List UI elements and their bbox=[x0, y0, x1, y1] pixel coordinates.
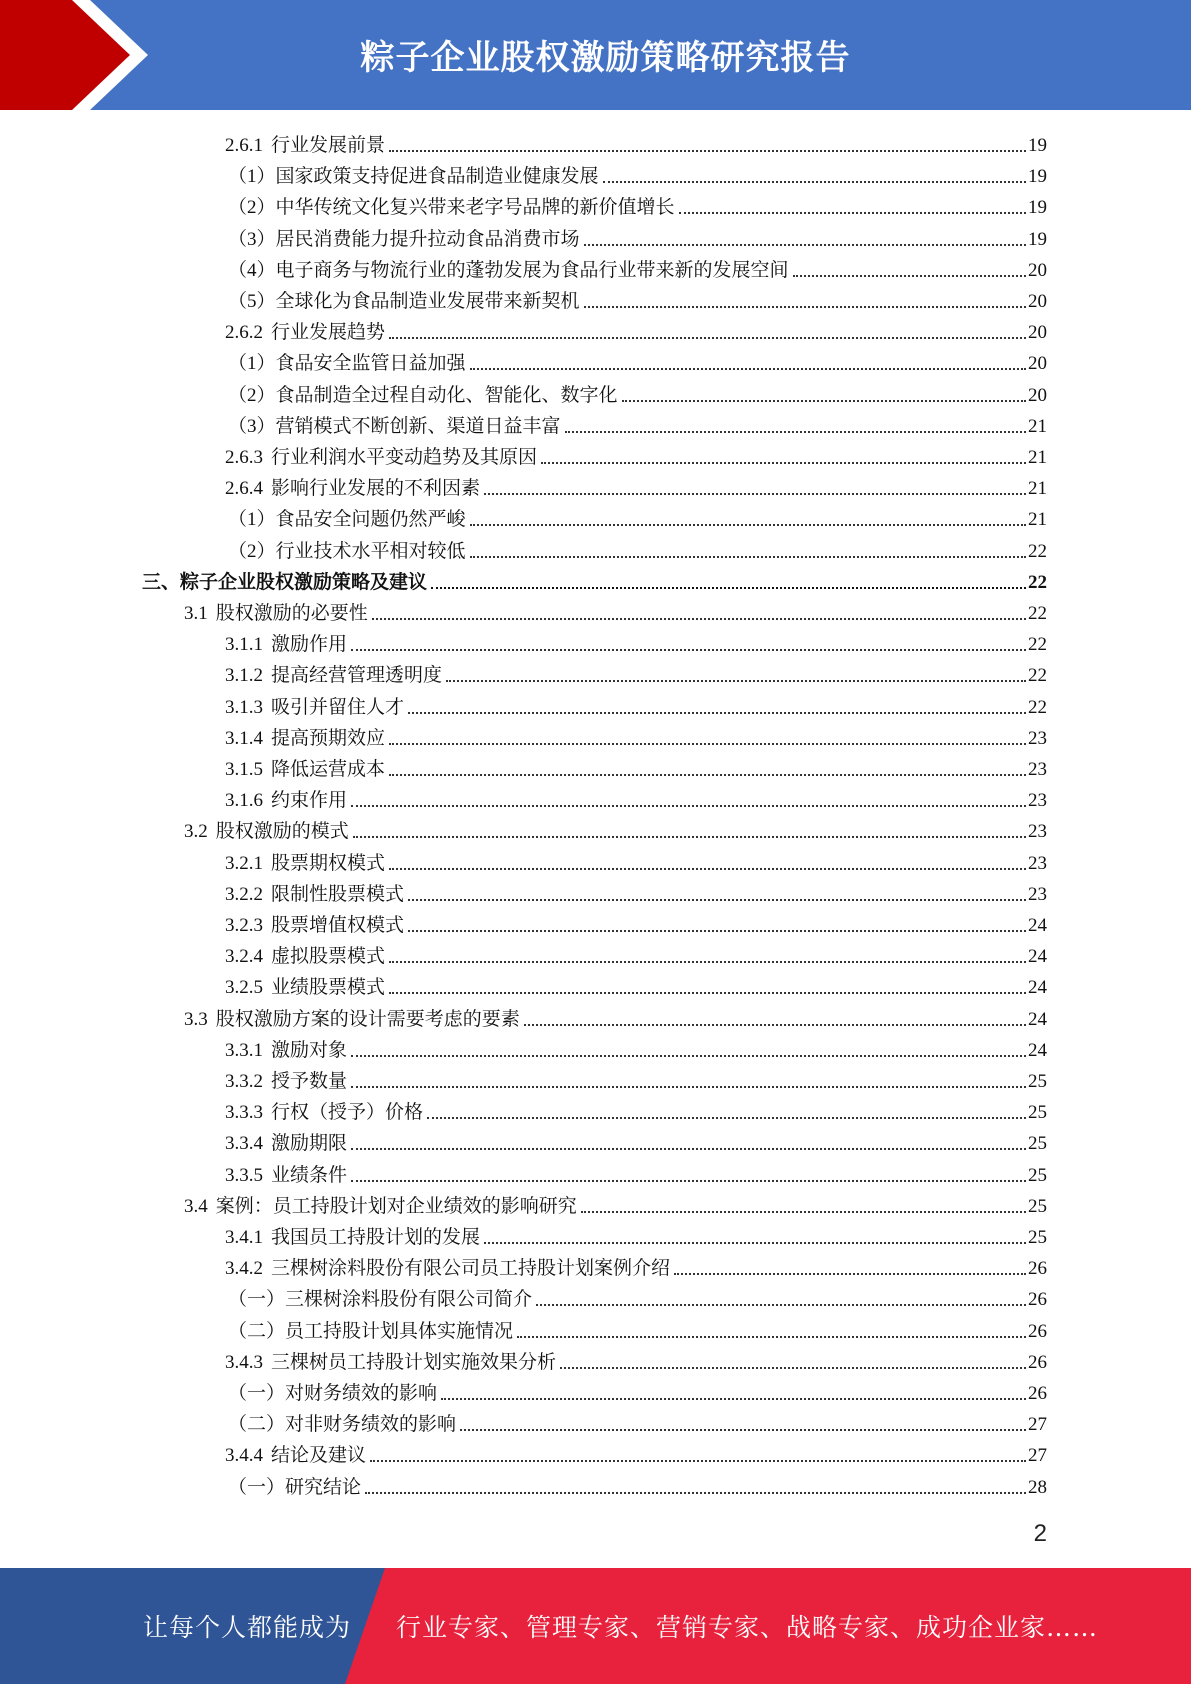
toc-entry-number: （1） bbox=[228, 353, 276, 375]
toc-entry-number: （1） bbox=[228, 509, 276, 531]
toc-entry-title: 吸引并留住人才 bbox=[271, 696, 405, 718]
toc-entry-page: 25 bbox=[1028, 1227, 1047, 1248]
toc-entry-number: 3.3.1 bbox=[225, 1039, 263, 1061]
toc-entry[interactable] bbox=[228, 501, 1047, 532]
toc-entry-number: 3.4.4 bbox=[225, 1445, 263, 1467]
toc-entry[interactable] bbox=[225, 626, 1047, 657]
toc-dot-leader bbox=[541, 462, 1026, 464]
toc-entry[interactable] bbox=[228, 189, 1047, 220]
toc-entry-number: 3.2.3 bbox=[225, 915, 263, 936]
toc-entry[interactable] bbox=[225, 1437, 1047, 1468]
toc-entry-label bbox=[184, 602, 368, 626]
toc-entry-number: 3.2.5 bbox=[225, 977, 263, 999]
toc-entry-number: 3.4.2 bbox=[225, 1258, 263, 1280]
toc-entry[interactable] bbox=[225, 1157, 1047, 1188]
toc-entry-title: 行业技术水平相对较低 bbox=[275, 540, 466, 562]
toc-entry-label bbox=[228, 415, 561, 439]
toc-entry-label bbox=[228, 165, 599, 189]
toc-entry-label bbox=[225, 477, 480, 501]
toc-entry[interactable] bbox=[228, 408, 1047, 439]
toc-dot-leader bbox=[389, 150, 1026, 152]
toc-dot-leader bbox=[351, 805, 1026, 807]
toc-dot-leader bbox=[351, 1055, 1026, 1057]
toc-entry-page: 19 bbox=[1028, 135, 1047, 156]
toc-entry-number: 3.1.6 bbox=[225, 790, 263, 812]
toc-entry-title: 股权激励的必要性 bbox=[215, 603, 368, 624]
toc-entry-label bbox=[225, 1132, 347, 1156]
toc-entry-page: 23 bbox=[1028, 759, 1047, 780]
toc-entry-page: 25 bbox=[1028, 1071, 1047, 1092]
footer-slogan-right: 行业专家、管理专家、营销专家、战略专家、成功企业家…… bbox=[396, 1613, 1099, 1642]
toc-entry-label bbox=[225, 1226, 480, 1250]
toc-entry-label bbox=[225, 1444, 366, 1468]
toc-entry-label bbox=[228, 384, 618, 408]
toc-entry-number: （2） bbox=[228, 197, 276, 219]
footer-slogan-left: 让每个人都能成为 bbox=[143, 1613, 352, 1642]
toc-dot-leader bbox=[353, 836, 1026, 838]
toc-dot-leader bbox=[470, 524, 1026, 526]
toc-entry-number: 3.2.4 bbox=[225, 946, 263, 968]
toc-entry[interactable] bbox=[228, 1375, 1047, 1406]
toc-entry-page: 25 bbox=[1028, 1195, 1047, 1217]
toc-entry-number: （3） bbox=[228, 415, 276, 437]
toc-entry-label bbox=[225, 633, 347, 657]
toc-entry-page: 25 bbox=[1028, 1102, 1047, 1124]
toc-entry-title: 降低运营成本 bbox=[271, 759, 386, 780]
toc-entry[interactable] bbox=[225, 720, 1047, 751]
toc-dot-leader bbox=[536, 1304, 1026, 1306]
toc-entry[interactable] bbox=[228, 252, 1047, 283]
toc-entry-label bbox=[225, 883, 404, 907]
toc-entry-title: 三棵树涂料股份有限公司简介 bbox=[285, 1289, 533, 1311]
toc-entry-page: 21 bbox=[1028, 447, 1047, 468]
toc-dot-leader bbox=[408, 899, 1026, 901]
toc-entry-page: 22 bbox=[1028, 603, 1047, 624]
toc-dot-leader bbox=[584, 306, 1026, 308]
toc-entry-label bbox=[225, 852, 385, 876]
toc-entry[interactable] bbox=[225, 969, 1047, 1000]
toc-entry-title: 案例：员工持股计划对企业绩效的影响研究 bbox=[215, 1195, 577, 1217]
toc-entry-title: 食品安全问题仍然严峻 bbox=[275, 509, 466, 531]
toc-dot-leader bbox=[484, 1242, 1026, 1244]
toc-entry-title: 提高经营管理透明度 bbox=[271, 665, 443, 687]
toc-dot-leader bbox=[408, 712, 1026, 714]
toc-entry[interactable] bbox=[225, 439, 1047, 470]
toc-entry-page: 20 bbox=[1028, 259, 1047, 281]
toc-entry-label bbox=[225, 945, 385, 969]
toc-entry[interactable] bbox=[225, 907, 1047, 938]
toc-entry[interactable] bbox=[225, 1250, 1047, 1281]
toc-entry-title: 食品安全监管日益加强 bbox=[275, 353, 466, 375]
toc-entry-number: （二） bbox=[228, 1414, 286, 1436]
toc-entry-title: 业绩股票模式 bbox=[271, 977, 386, 999]
toc-entry-page: 26 bbox=[1028, 1351, 1047, 1373]
toc-entry[interactable] bbox=[225, 127, 1047, 158]
toc-entry-page: 26 bbox=[1028, 1320, 1047, 1342]
toc-entry-label bbox=[225, 914, 404, 938]
toc-entry-page: 24 bbox=[1028, 977, 1047, 999]
toc-dot-leader bbox=[560, 1367, 1026, 1369]
toc-dot-leader bbox=[370, 1460, 1026, 1462]
report-title: 粽子企业股权激励策略研究报告 bbox=[360, 38, 851, 78]
toc-entry-title: 对财务绩效的影响 bbox=[285, 1383, 438, 1404]
toc-dot-leader bbox=[470, 368, 1026, 370]
toc-entry[interactable] bbox=[225, 470, 1047, 501]
toc-entry-page: 25 bbox=[1028, 1164, 1047, 1186]
toc-dot-leader bbox=[351, 1148, 1026, 1150]
toc-entry[interactable] bbox=[228, 345, 1047, 376]
toc-entry-title: 虚拟股票模式 bbox=[271, 946, 386, 968]
toc-entry-title: 授予数量 bbox=[271, 1071, 348, 1092]
toc-entry-number: 3.2 bbox=[184, 821, 208, 843]
toc-dot-leader bbox=[793, 275, 1026, 277]
toc-dot-leader bbox=[524, 1024, 1026, 1026]
toc-dot-leader bbox=[389, 992, 1026, 994]
toc-entry-page: 22 bbox=[1028, 696, 1047, 718]
toc-entry-title: 激励期限 bbox=[271, 1133, 348, 1155]
toc-entry-title: 三棵树员工持股计划实施效果分析 bbox=[271, 1351, 557, 1373]
toc-entry-number: 3.3.2 bbox=[225, 1071, 263, 1092]
toc-entry-number: 3.1.4 bbox=[225, 727, 263, 749]
toc-dot-leader bbox=[484, 493, 1026, 495]
toc-entry[interactable] bbox=[225, 1063, 1047, 1094]
toc-entry-label bbox=[225, 134, 385, 158]
toc-entry-number: 3.3.5 bbox=[225, 1164, 263, 1186]
toc-entry-number: （二） bbox=[228, 1320, 286, 1342]
toc-entry-number: 3.2.2 bbox=[225, 883, 263, 905]
toc-entry[interactable] bbox=[228, 158, 1047, 189]
toc-entry-page: 22 bbox=[1028, 665, 1047, 687]
toc-entry[interactable] bbox=[228, 1469, 1047, 1500]
toc-entry-number: （一） bbox=[228, 1476, 286, 1498]
toc-dot-leader bbox=[517, 1336, 1026, 1338]
toc-entry-title: 食品制造全过程自动化、智能化、数字化 bbox=[275, 384, 618, 406]
toc-dot-leader bbox=[603, 181, 1026, 183]
toc-entry[interactable] bbox=[184, 813, 1047, 844]
toc-entry-number: 2.6.4 bbox=[225, 478, 263, 500]
toc-entry-label bbox=[228, 352, 466, 376]
toc-dot-leader bbox=[622, 400, 1026, 402]
toc-entry-page: 20 bbox=[1028, 384, 1047, 406]
toc-entry-label bbox=[184, 820, 349, 844]
toc-entry[interactable] bbox=[225, 657, 1047, 688]
toc-entry-number: 3.4.3 bbox=[225, 1351, 263, 1373]
toc-entry-title: 粽子企业股权激励策略及建议 bbox=[180, 571, 428, 593]
toc-entry-label bbox=[225, 976, 385, 1000]
toc-entry-label bbox=[225, 727, 385, 751]
toc-entry[interactable] bbox=[228, 1406, 1047, 1437]
toc-entry-title: 股权激励方案的设计需要考虑的要素 bbox=[215, 1008, 520, 1030]
toc-entry-number: 3.1.2 bbox=[225, 665, 263, 687]
toc-entry-page: 21 bbox=[1028, 478, 1047, 500]
toc-entry-title: 约束作用 bbox=[271, 790, 348, 812]
toc-entry-page: 22 bbox=[1028, 540, 1047, 562]
toc-entry-title: 电子商务与物流行业的蓬勃发展为食品行业带来新的发展空间 bbox=[275, 259, 789, 281]
toc-entry-number: 2.6.1 bbox=[225, 135, 263, 156]
toc-dot-leader bbox=[389, 774, 1026, 776]
toc-dot-leader bbox=[679, 212, 1026, 214]
toc-dot-leader bbox=[674, 1273, 1026, 1275]
toc-entry-label bbox=[228, 196, 675, 220]
toc-dot-leader bbox=[351, 649, 1026, 651]
toc-entry[interactable] bbox=[228, 283, 1047, 314]
toc-entry-page: 26 bbox=[1028, 1258, 1047, 1280]
toc-entry-number: 3.2.1 bbox=[225, 852, 263, 874]
toc-entry-label bbox=[228, 1288, 532, 1312]
toc-entry-label bbox=[225, 1101, 423, 1125]
toc-entry-page: 22 bbox=[1028, 634, 1047, 656]
toc-entry-label bbox=[228, 259, 789, 283]
toc-entry-page: 20 bbox=[1028, 322, 1047, 344]
toc-entry-page: 24 bbox=[1028, 1039, 1047, 1061]
toc-entry[interactable] bbox=[225, 689, 1047, 720]
toc-entry-page: 25 bbox=[1028, 1133, 1047, 1155]
toc-entry-page: 21 bbox=[1028, 509, 1047, 531]
toc-entry-label bbox=[225, 1164, 347, 1188]
toc-entry-number: 三、 bbox=[142, 571, 181, 593]
toc-entry-title: 结论及建议 bbox=[271, 1445, 367, 1467]
toc-entry-title: 限制性股票模式 bbox=[271, 883, 405, 905]
toc-dot-leader bbox=[441, 1398, 1026, 1400]
toc-entry-label bbox=[228, 1320, 513, 1344]
toc-entry-page: 24 bbox=[1028, 946, 1047, 968]
toc-dot-leader bbox=[389, 743, 1026, 745]
toc-entry-title: 股票增值权模式 bbox=[271, 915, 405, 936]
toc-entry-title: 提高预期效应 bbox=[271, 727, 386, 749]
toc-dot-leader bbox=[431, 587, 1026, 589]
toc-entry-label bbox=[228, 228, 580, 252]
toc-entry-number: 2.6.3 bbox=[225, 447, 263, 468]
toc-entry-number: （3） bbox=[228, 228, 276, 250]
toc-entry-number: 3.4.1 bbox=[225, 1227, 263, 1248]
toc-entry[interactable] bbox=[142, 564, 1047, 595]
toc-entry-title: 行业发展趋势 bbox=[271, 322, 386, 344]
toc-dot-leader bbox=[460, 1429, 1026, 1431]
toc-entry-label bbox=[228, 290, 580, 314]
toc-entry-page: 23 bbox=[1028, 821, 1047, 843]
toc-entry[interactable] bbox=[184, 595, 1047, 626]
toc-entry-number: 2.6.2 bbox=[225, 322, 263, 344]
toc-entry-label bbox=[228, 1382, 437, 1406]
toc-entry-page: 26 bbox=[1028, 1289, 1047, 1311]
toc-entry-title: 我国员工持股计划的发展 bbox=[271, 1227, 481, 1248]
toc-dot-leader bbox=[389, 961, 1026, 963]
toc-entry-page: 24 bbox=[1028, 1008, 1047, 1030]
toc-entry-title: 对非财务绩效的影响 bbox=[285, 1414, 457, 1436]
toc-entry-title: 行权（授予）价格 bbox=[271, 1102, 424, 1124]
toc-entry-title: 激励作用 bbox=[271, 634, 348, 656]
toc-dot-leader bbox=[365, 1492, 1026, 1494]
toc-entry-page: 21 bbox=[1028, 415, 1047, 437]
toc-entry-number: （2） bbox=[228, 384, 276, 406]
toc-dot-leader bbox=[351, 1086, 1026, 1088]
toc-entry-label bbox=[225, 1039, 347, 1063]
toc-dot-leader bbox=[446, 680, 1026, 682]
page-number: 2 bbox=[1033, 1520, 1047, 1547]
toc-entry-number: 3.4 bbox=[184, 1195, 208, 1217]
toc-entry-page: 27 bbox=[1028, 1445, 1047, 1467]
toc-entry-number: （5） bbox=[228, 291, 276, 312]
toc-entry-title: 国家政策支持促进食品制造业健康发展 bbox=[275, 166, 599, 188]
toc-entry-number: （一） bbox=[228, 1383, 286, 1404]
toc-entry[interactable] bbox=[228, 1281, 1047, 1312]
toc-entry[interactable] bbox=[228, 1313, 1047, 1344]
toc-entry-label bbox=[225, 1351, 556, 1375]
toc-entry-title: 业绩条件 bbox=[271, 1164, 348, 1186]
toc-entry-label bbox=[225, 758, 385, 782]
toc-entry-page: 24 bbox=[1028, 915, 1047, 936]
toc-dot-leader bbox=[565, 431, 1026, 433]
toc-dot-leader bbox=[351, 1180, 1026, 1182]
toc-entry-page: 19 bbox=[1028, 197, 1047, 219]
toc-entry-label bbox=[225, 696, 404, 720]
toc-entry-title: 激励对象 bbox=[271, 1039, 348, 1061]
toc-entry-number: 3.1.5 bbox=[225, 759, 263, 780]
toc-entry[interactable] bbox=[225, 751, 1047, 782]
toc-entry-title: 行业发展前景 bbox=[271, 135, 386, 156]
toc-entry-number: 3.1 bbox=[184, 603, 208, 624]
toc-dot-leader bbox=[470, 556, 1026, 558]
toc-entry-title: 三棵树涂料股份有限公司员工持股计划案例介绍 bbox=[271, 1258, 671, 1280]
toc-entry[interactable] bbox=[225, 1344, 1047, 1375]
toc-entry-label bbox=[184, 1008, 520, 1032]
toc-entry[interactable] bbox=[228, 221, 1047, 252]
toc-entry[interactable] bbox=[225, 876, 1047, 907]
toc-entry-page: 23 bbox=[1028, 883, 1047, 905]
toc-dot-leader bbox=[372, 618, 1026, 620]
toc-entry-number: 3.3.4 bbox=[225, 1133, 263, 1155]
toc-entry-page: 20 bbox=[1028, 353, 1047, 375]
toc-entry-label bbox=[228, 1413, 456, 1437]
toc-entry-label bbox=[225, 321, 385, 345]
toc-entry-title: 全球化为食品制造业发展带来新契机 bbox=[275, 291, 580, 312]
toc-dot-leader bbox=[389, 337, 1026, 339]
toc-entry[interactable] bbox=[225, 845, 1047, 876]
report-footer bbox=[0, 1568, 1191, 1684]
toc-entry[interactable] bbox=[225, 314, 1047, 345]
toc-entry[interactable] bbox=[225, 1125, 1047, 1156]
toc-entry-title: 员工持股计划具体实施情况 bbox=[285, 1320, 514, 1342]
toc-entry[interactable] bbox=[228, 533, 1047, 564]
report-header bbox=[0, 0, 1191, 110]
toc-entry[interactable] bbox=[184, 1188, 1047, 1219]
toc-entry-label bbox=[225, 664, 442, 688]
toc-entry[interactable] bbox=[225, 1219, 1047, 1250]
toc-entry-number: 3.3.3 bbox=[225, 1102, 263, 1124]
toc-entry-number: 3.1.3 bbox=[225, 696, 263, 718]
toc-entry-label bbox=[225, 789, 347, 813]
toc-entry-page: 20 bbox=[1028, 291, 1047, 312]
toc-entry-number: 3.1.1 bbox=[225, 634, 263, 656]
toc-entry-label bbox=[142, 571, 427, 595]
toc-dot-leader bbox=[427, 1117, 1026, 1119]
toc-entry-label bbox=[228, 508, 466, 532]
toc-entry-number: （一） bbox=[228, 1289, 286, 1311]
toc-entry-label bbox=[228, 540, 466, 564]
toc-entry-page: 26 bbox=[1028, 1383, 1047, 1404]
toc-entry[interactable] bbox=[225, 1094, 1047, 1125]
toc-entry[interactable] bbox=[184, 1001, 1047, 1032]
toc-entry-label bbox=[225, 1070, 347, 1094]
toc-entry-title: 研究结论 bbox=[285, 1476, 362, 1498]
toc-entry-label bbox=[184, 1195, 577, 1219]
toc-dot-leader bbox=[581, 1211, 1026, 1213]
toc-entry-label bbox=[228, 1476, 361, 1500]
toc-entry-number: （4） bbox=[228, 259, 276, 281]
toc-entry-label bbox=[225, 446, 537, 470]
toc-entry-page: 19 bbox=[1028, 166, 1047, 188]
toc-entry[interactable] bbox=[225, 782, 1047, 813]
toc-entry-page: 23 bbox=[1028, 852, 1047, 874]
toc-entry-page: 19 bbox=[1028, 228, 1047, 250]
toc-entry[interactable] bbox=[228, 377, 1047, 408]
toc-entry-page: 23 bbox=[1028, 727, 1047, 749]
toc-dot-leader bbox=[408, 930, 1026, 932]
toc-entry-page: 27 bbox=[1028, 1414, 1047, 1436]
toc-entry-number: （1） bbox=[228, 166, 276, 188]
toc-entry-label bbox=[225, 1257, 670, 1281]
toc-entry-title: 中华传统文化复兴带来老字号品牌的新价值增长 bbox=[275, 197, 675, 219]
toc-dot-leader bbox=[389, 868, 1026, 870]
toc-entry-title: 股权激励的模式 bbox=[215, 821, 349, 843]
toc-entry-title: 居民消费能力提升拉动食品消费市场 bbox=[275, 228, 580, 250]
toc-entry-title: 股票期权模式 bbox=[271, 852, 386, 874]
toc-entry-page: 28 bbox=[1028, 1476, 1047, 1498]
toc-entry-number: （2） bbox=[228, 540, 276, 562]
toc-entry[interactable] bbox=[225, 1032, 1047, 1063]
toc-entry-page: 22 bbox=[1028, 571, 1047, 593]
toc-entry-title: 影响行业发展的不利因素 bbox=[271, 478, 481, 500]
toc-entry-number: 3.3 bbox=[184, 1008, 208, 1030]
toc-entry-title: 营销模式不断创新、渠道日益丰富 bbox=[275, 415, 561, 437]
toc-entry-title: 行业利润水平变动趋势及其原因 bbox=[271, 447, 538, 468]
toc-entry[interactable] bbox=[225, 938, 1047, 969]
toc-dot-leader bbox=[584, 244, 1026, 246]
toc-entry-page: 23 bbox=[1028, 790, 1047, 812]
